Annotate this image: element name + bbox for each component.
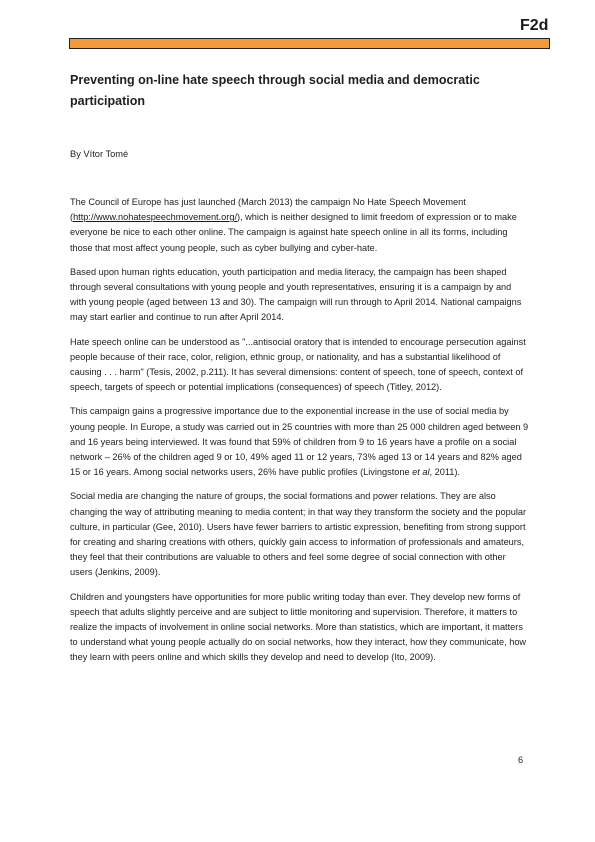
header-accent-bar	[69, 38, 550, 49]
paragraph-6: Children and youngsters have opportunities for more public writing today than ever. They develop new forms of speech that adults slightly perceive and are subject to little monitoring and supervision. Therefore, it matters to realize the impacts of involvement in online social networks. More than statistics, which are important, it matters to understand what young people actually do on social networks, how they interact, how they communicate, how they learn with peers online and which skills they develop and need to develop (Ito, 2009).	[70, 591, 527, 663]
paragraph-1-text-start: The Council of Europe has just launched (March 2013) the campaign No Hate Speech Movement (	[70, 197, 466, 223]
article-body	[70, 195, 530, 675]
paragraph-1-text-end: ), which is neither designed to limit freedom of expression or to make everyone be nice to each other online. The campaign is against hate speech online in all its forms, including those that most affect young people, such as cyber bullying and cyber-hate.	[70, 212, 517, 253]
paragraph-1	[70, 195, 530, 256]
page-number: 6	[518, 755, 524, 765]
paragraph-5: Social media are changing the nature of groups, the social formations and power relations. They are also changing the way of attributing meaning to media content; in that way they transform the society and the popular culture, in particular (Gee, 2010). Users have fewer barriers to artistic expression, benefiting from strong support for creating and sharing creations with others, quickly gain access to information of professionals and amateurs, they feel that their contributions are valuable to others and feel some degree of social connection with other users (Jenkins, 2009).	[70, 491, 527, 578]
paragraph-3: Hate speech online can be understood as "...antisocial oratory that is intended to encourage persecution against people because of their race, color, religion, ethnic group, or nationality, and has a substantial likelihood of causing . . . harm" (Tesis, 2002, p.211). It has several dimensions: content of speech, tone of speech, context of speech, targets of speech or potential implications (consequences) of speech (Titley, 2012).	[70, 336, 526, 393]
author-byline: By Vítor Tomé	[70, 149, 129, 159]
paragraph-2: Based upon human rights education, youth participation and media literacy, the campaign has been shaped through several consultations with young people and youth representatives, ensuring it is a campaign by and with young people (aged between 13 and 30). The campaign will run through to April 2014. National campaigns may start earlier and continue to run after April 2014.	[70, 266, 522, 323]
article-title: Preventing on-line hate speech through social media and democratic participation	[70, 73, 480, 108]
campaign-link[interactable]: http://www.nohatespeechmovement.org/	[73, 212, 237, 223]
paragraph-4-text-start: This campaign gains a progressive importance due to the exponential increase in the use of social media by young people. In Europe, a study was carried out in 25 countries with more than 25 000 children aged between 9 and 16 years being interviewed. It was found that 59% of children from 9 to 16 years have a profile on a social network – 26% of the children aged 9 or 10, 49% aged 11 or 12 years, 73% aged 13 or 14 years and 82% aged 15 or 16 years. Among social networks users, 26% have public profiles (Livingstone	[70, 406, 529, 478]
publication-logo: F2d	[520, 17, 549, 34]
paragraph-4-text-end: , 2011).	[429, 467, 461, 478]
paragraph-4	[70, 404, 530, 480]
paragraph-4-italic: et al	[412, 467, 430, 478]
